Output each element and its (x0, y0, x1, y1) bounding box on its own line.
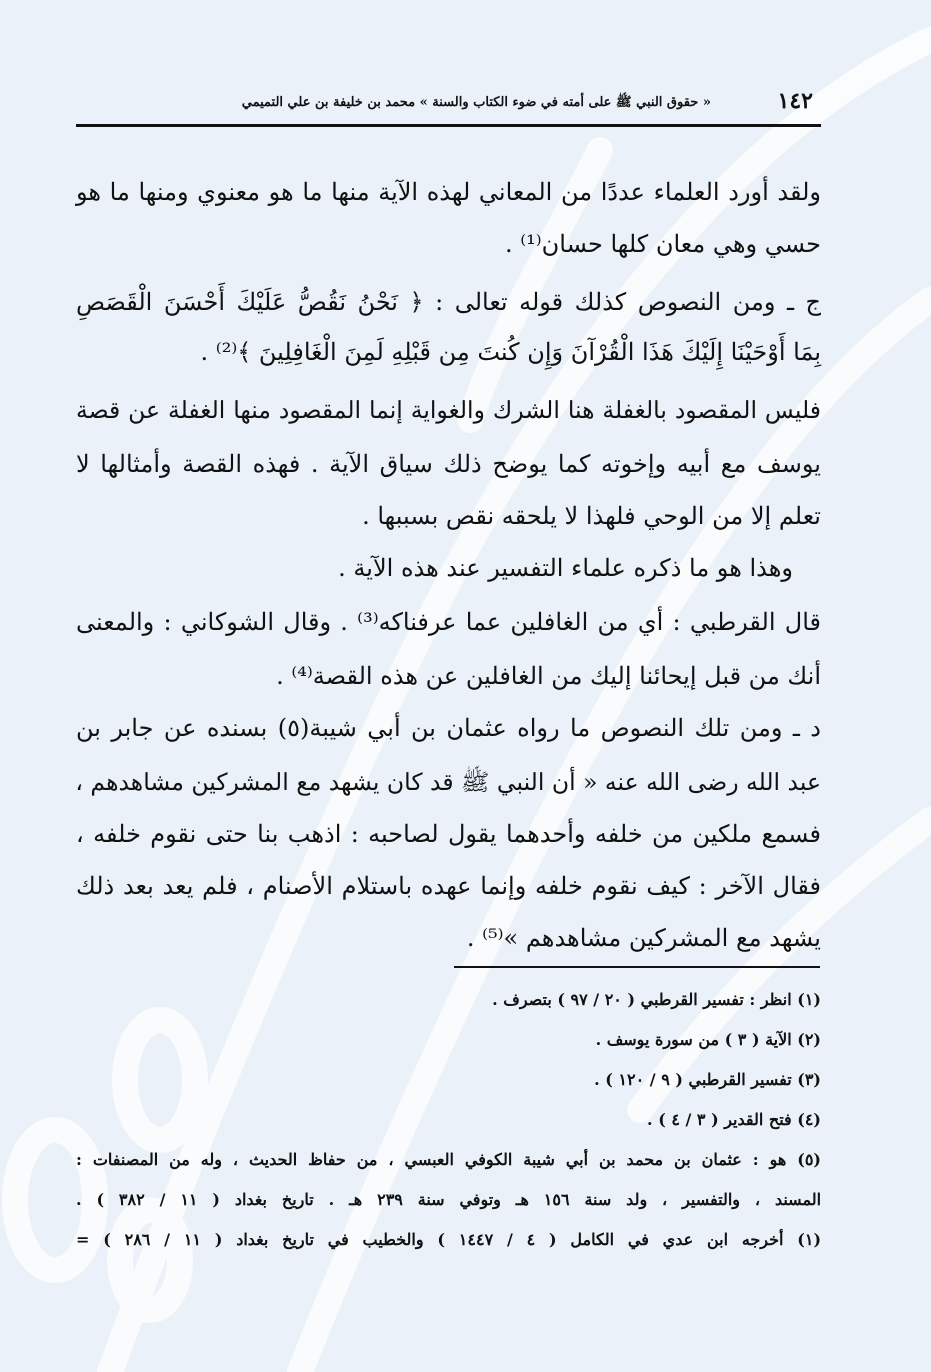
footnote: (٥) هو : عثمان بن محمد بن أبي شيبة الكوفي العبسي ، من حفاظ الحديث ، وله من المصنفات : (76, 1150, 821, 1169)
footnote: المسند ، والتفسير ، ولد سنة ١٥٦ هـ وتوفي سنة ٢٣٩ هـ . تاريخ بغداد ( ١١ / ٣٨٢ ) . (76, 1190, 822, 1209)
text-line: قال القرطبي : أي من الغافلين عما عرفناكه⁽³⁾ . وقال الشوكاني : والمعنى (76, 608, 821, 636)
page-number: ١٤٢ (777, 88, 813, 114)
text-line: تعلم إلا من الوحي فلهذا لا يلحقه نقص بسببها . (362, 502, 821, 530)
page-header (76, 86, 821, 127)
footnote-separator (454, 966, 820, 968)
text-line: يشهد مع المشركين مشاهدهم »⁽⁵⁾ . (466, 924, 821, 952)
text-line: حسي وهي معان كلها حسان⁽¹⁾ . (505, 230, 821, 258)
footnote: (١) انظر : تفسير القرطبي ( ٢٠ / ٩٧ ) بتصرف . (492, 990, 821, 1009)
text-line: د ـ ومن تلك النصوص ما رواه عثمان بن أبي شيبة(٥) بسنده عن جابر بن (76, 714, 821, 742)
footnote: (١) أخرجه ابن عدي في الكامل ( ٤ / ١٤٤٧ ) والخطيب في تاريخ بغداد ( ١١ / ٢٨٦ ) = (76, 1230, 822, 1249)
running-title: « حقوق النبي ﷺ على أمته في ضوء الكتاب والسنة » محمد بن خليفة بن علي التميمي (241, 95, 711, 110)
text-line: يوسف مع أبيه وإخوته كما يوضح ذلك سياق الآية . فهذه القصة وأمثالها لا (76, 450, 821, 478)
text-line: وهذا هو ما ذكره علماء التفسير عند هذه الآية . (338, 554, 793, 582)
text-line: بِمَا أَوْحَيْنَا إِلَيْكَ هَذَا الْقُرْآنَ وَإِن كُنتَ مِن قَبْلِهِ لَمِنَ الْغَافِلِينَ ﴾⁽²⁾ . (200, 338, 821, 366)
footnote: (٣) تفسير القرطبي ( ٩ / ١٢٠ ) . (594, 1070, 821, 1089)
text-line: عبد الله رضى الله عنه « أن النبي ﷺ قد كان يشهد مع المشركين مشاهدهم ، (75, 768, 821, 796)
text-line: فقال الآخر : كيف نقوم خلفه وإنما عهده باستلام الأصنام ، فلم يعد بعد ذلك (76, 872, 821, 900)
text-line: فليس المقصود بالغفلة هنا الشرك والغواية إنما المقصود منها الغفلة عن قصة (76, 396, 821, 424)
footnote: (٤) فتح القدير ( ٣ / ٤ ) . (647, 1110, 821, 1129)
text-line: ولقد أورد العلماء عددًا من المعاني لهذه الآية منها ما هو معنوي ومنها ما هو (76, 178, 821, 206)
text-line: فسمع ملكين من خلفه وأحدهما يقول لصاحبه : اذهب بنا حتى نقوم خلفه ، (76, 820, 821, 848)
footnote: (٢) الآية ( ٣ ) من سورة يوسف . (595, 1030, 821, 1049)
text-line: ج ـ ومن النصوص كذلك قوله تعالى : ﴿ نَحْنُ نَقُصُّ عَلَيْكَ أَحْسَنَ الْقَصَصِ (76, 288, 821, 316)
text-line: أنك من قبل إيحائنا إليك من الغافلين عن هذه القصة⁽⁴⁾ . (276, 662, 821, 690)
